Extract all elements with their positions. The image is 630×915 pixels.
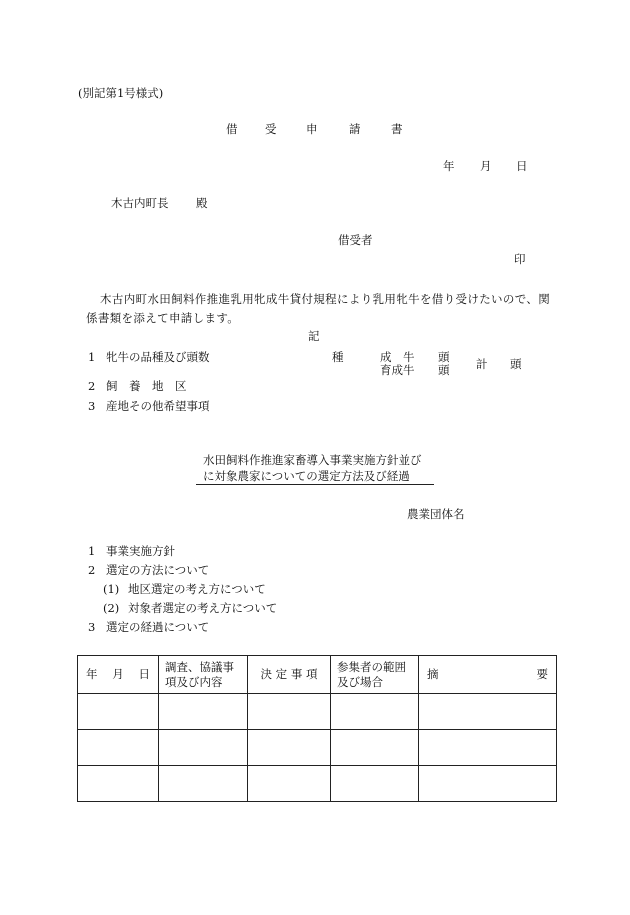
outline-number: (1) <box>103 582 120 596</box>
header-date <box>78 656 159 694</box>
breed-kei: 計 <box>476 357 488 371</box>
table-cell[interactable] <box>78 730 159 766</box>
outline-text: 事業実施方針 <box>106 544 175 558</box>
table-cell[interactable] <box>78 694 159 730</box>
header-survey-line1: 調査、協議事 <box>165 660 234 675</box>
org-name-label: 農業団体名 <box>407 507 465 521</box>
table-cell[interactable] <box>248 694 331 730</box>
table-cell[interactable] <box>331 730 419 766</box>
applicant-label: 借受者 <box>338 233 373 247</box>
item-text: 飼 養 地 区 <box>106 379 187 393</box>
table-cell[interactable] <box>159 730 248 766</box>
table-cell[interactable] <box>159 766 248 802</box>
table-cell[interactable] <box>419 766 557 802</box>
breed-tou3: 頭 <box>510 357 522 371</box>
outline-number: (2) <box>103 601 120 615</box>
date-month-label: 月 <box>480 159 492 173</box>
item-text: 牝牛の品種及び頭数 <box>106 350 210 364</box>
title-char: 受 <box>265 122 277 136</box>
form-label: (別記第1号様式) <box>78 86 164 100</box>
header-survey-line2: 項及び内容 <box>165 674 223 689</box>
body-text-line1: 木古内町水田飼料作推進乳用牝成牛貸付規程により乳用牝牛を借り受けたいので、関 <box>100 292 551 306</box>
title-char: 請 <box>349 122 361 136</box>
header-attendees-line2: 及び場合 <box>337 674 383 689</box>
body-text-line2: 係書類を添えて申請します。 <box>86 311 240 325</box>
header-date-year: 年 <box>86 667 98 682</box>
outline-number: 1 <box>88 544 96 558</box>
outline-text: 選定の方法について <box>106 563 210 577</box>
date-day-label: 日 <box>516 159 528 173</box>
table-cell[interactable] <box>419 730 557 766</box>
item-number: 3 <box>88 399 96 413</box>
item-number: 1 <box>88 350 96 364</box>
record-table <box>77 655 557 802</box>
breed-shu: 種 <box>332 350 344 364</box>
item-number: 2 <box>88 379 96 393</box>
header-date-day: 日 <box>138 667 150 682</box>
outline-number: 3 <box>88 620 96 634</box>
table-cell[interactable] <box>78 766 159 802</box>
header-remarks-right: 要 <box>536 667 548 682</box>
header-remarks <box>419 656 557 694</box>
section2-title-line1: 水田飼料作推進家畜導入事業実施方針並び <box>203 453 422 467</box>
title-char: 書 <box>391 122 403 136</box>
section2-title-line2: に対象農家についての選定方法及び経過 <box>203 469 410 483</box>
title-char: 申 <box>306 122 318 136</box>
table-cell[interactable] <box>248 730 331 766</box>
title-char: 借 <box>226 122 238 136</box>
table-cell[interactable] <box>159 694 248 730</box>
table-header-row <box>78 656 557 694</box>
table-cell[interactable] <box>331 694 419 730</box>
header-decision <box>248 656 331 694</box>
outline-text: 選定の経過について <box>106 620 210 634</box>
date-year-label: 年 <box>443 159 455 173</box>
header-date-month: 月 <box>112 667 124 682</box>
breed-seigyu: 成 牛 <box>380 350 415 364</box>
breed-tou2: 頭 <box>438 363 450 377</box>
table-row <box>78 694 557 730</box>
table-row <box>78 730 557 766</box>
table-cell[interactable] <box>331 766 419 802</box>
header-remarks-left: 摘 <box>427 667 439 682</box>
table-row <box>78 766 557 802</box>
outline-text: 地区選定の考え方について <box>128 582 266 596</box>
breed-tou1: 頭 <box>438 350 450 364</box>
table-cell[interactable] <box>419 694 557 730</box>
header-decision-label: 決 定 事 項 <box>260 667 318 682</box>
item-text: 産地その他希望事項 <box>106 399 210 413</box>
header-attendees <box>331 656 419 694</box>
header-survey <box>159 656 248 694</box>
addressee-name: 木古内町長 <box>111 196 169 210</box>
table-cell[interactable] <box>248 766 331 802</box>
outline-number: 2 <box>88 563 96 577</box>
section2-title-underline <box>196 484 434 485</box>
breed-ikuseigyu: 育成牛 <box>380 363 415 377</box>
seal-mark: 印 <box>514 252 526 266</box>
header-attendees-line1: 参集者の範囲 <box>337 660 406 675</box>
outline-text: 対象者選定の考え方について <box>128 601 278 615</box>
addressee-honorific: 殿 <box>196 196 208 210</box>
ki-heading: 記 <box>308 329 320 343</box>
